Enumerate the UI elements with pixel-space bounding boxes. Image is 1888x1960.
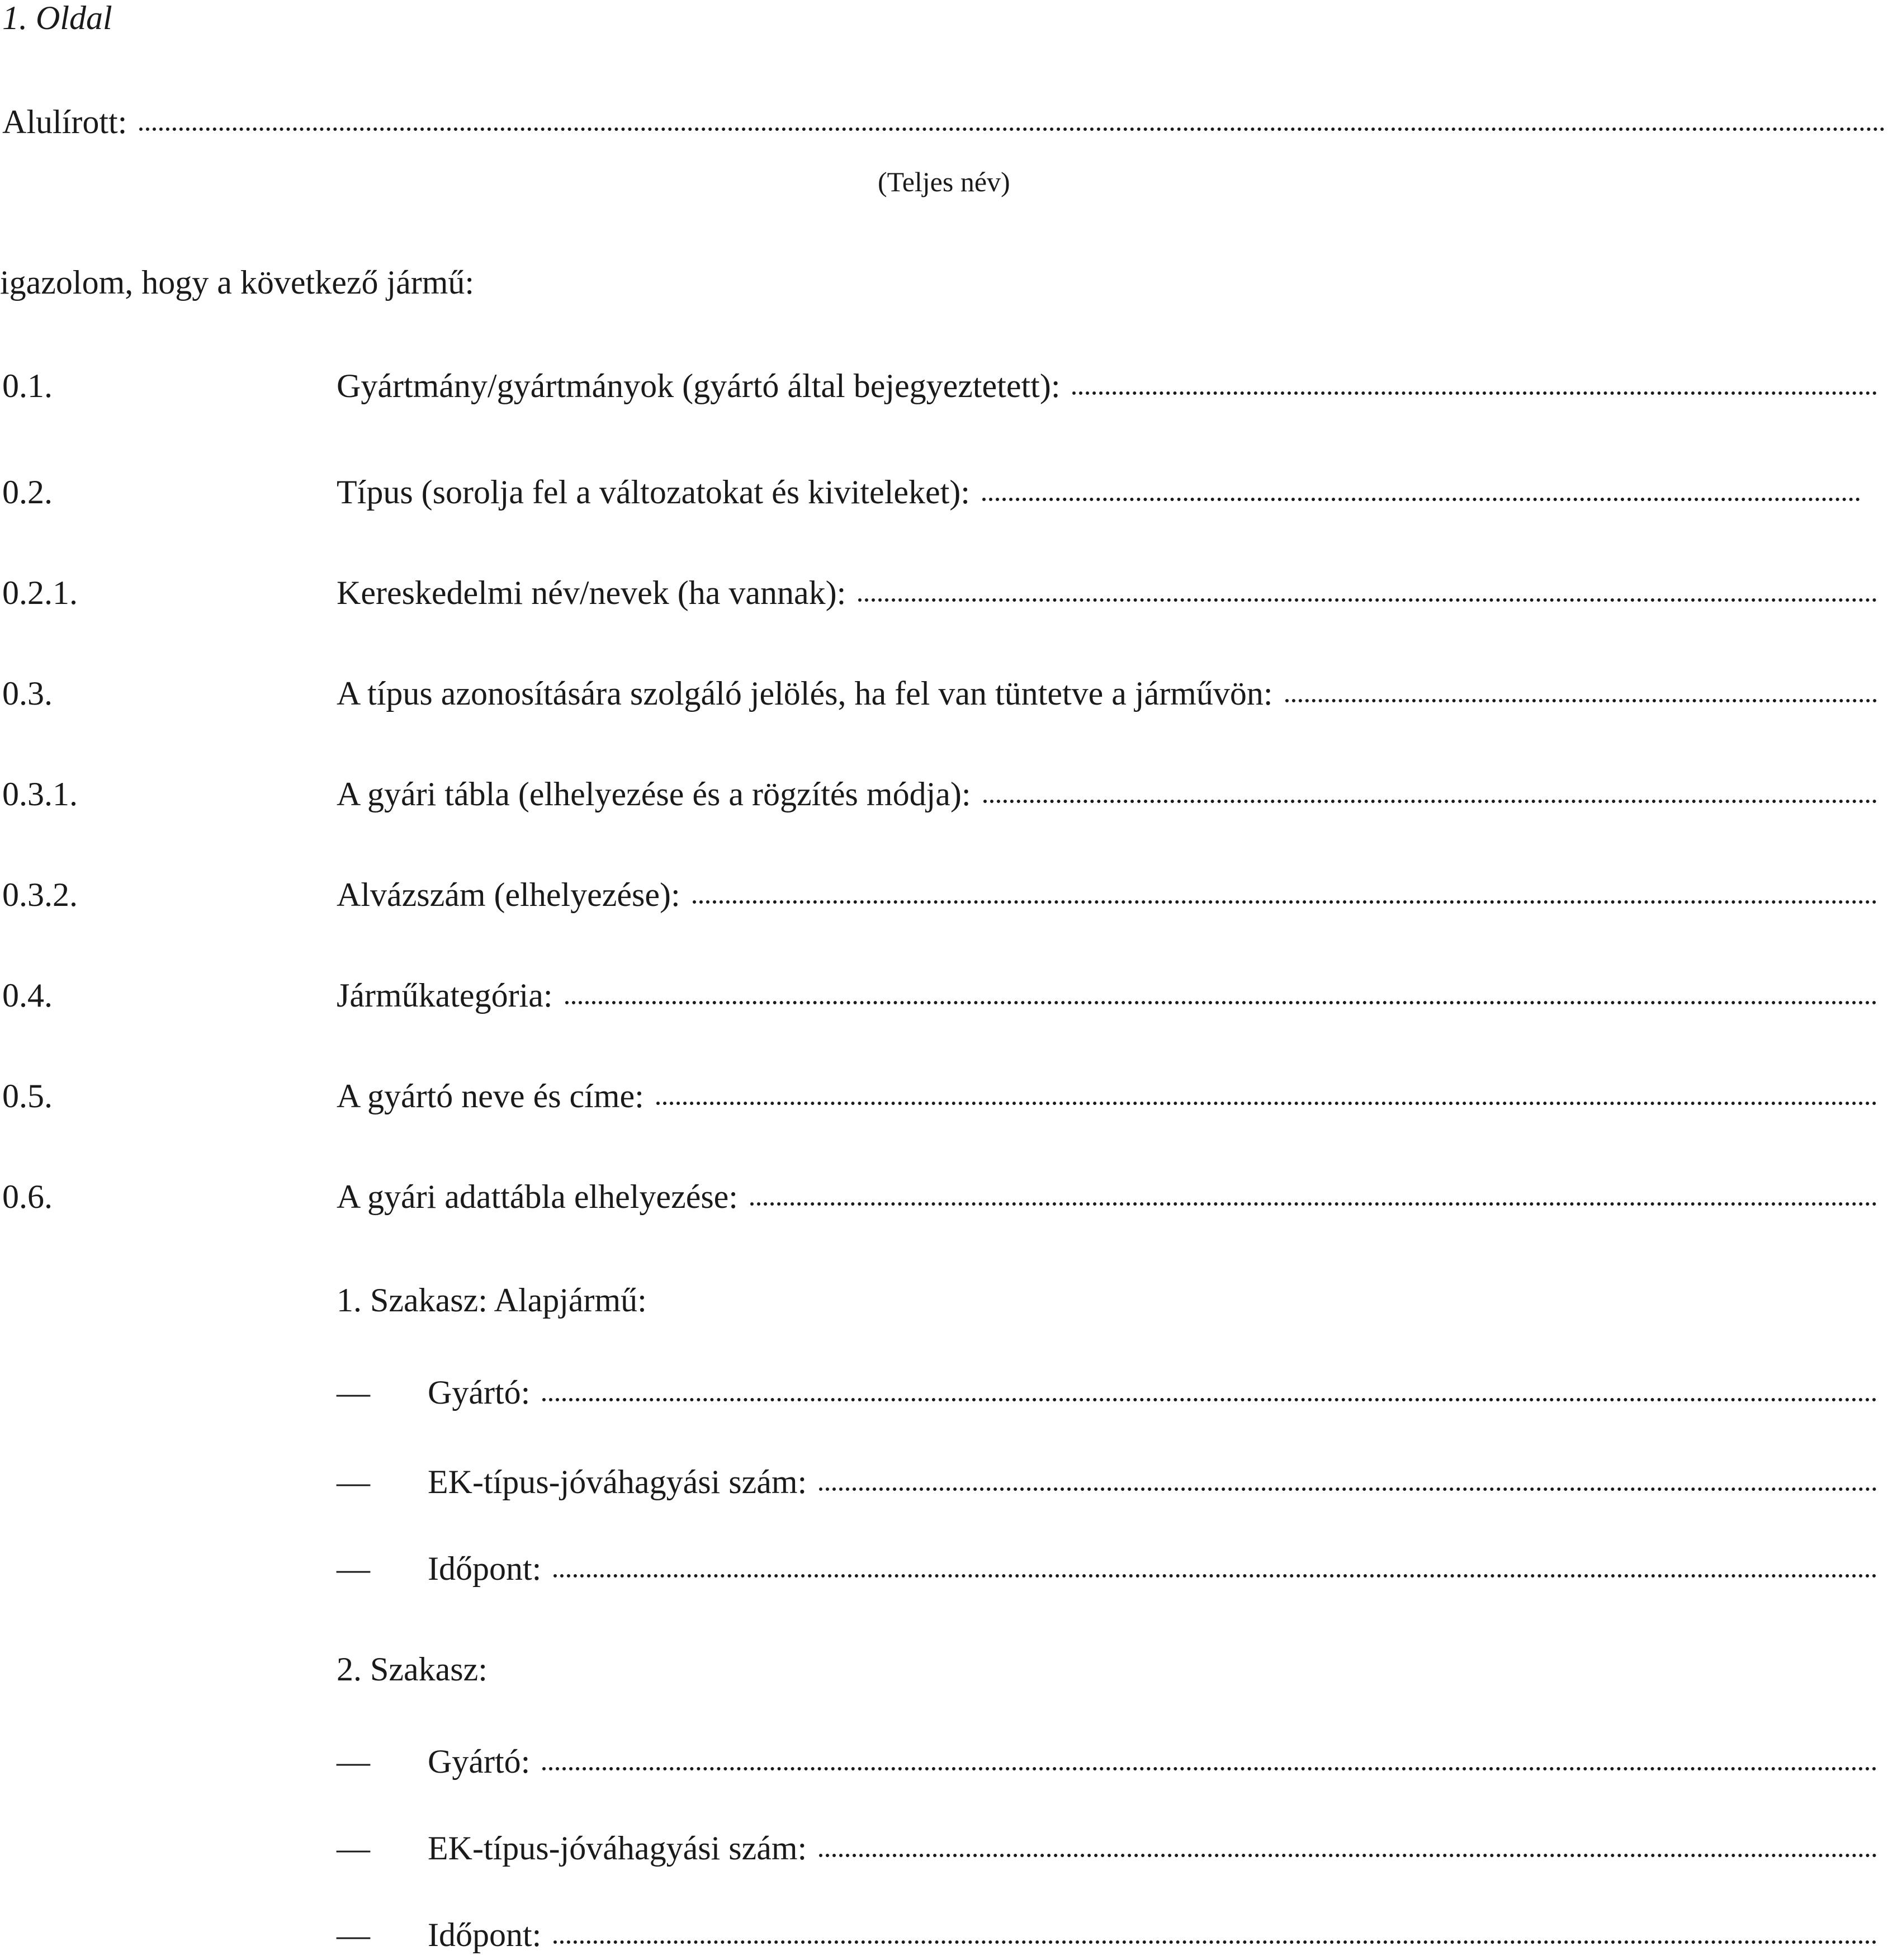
item-label: A gyári tábla (elhelyezése és a rögzítés módja):: [337, 776, 971, 813]
undersigned-label: Alulírott:: [2, 103, 127, 140]
stage2-manufacturer-row: [428, 1745, 1877, 1778]
undersigned-name-field[interactable]: [139, 127, 1885, 131]
item-plate-row: [337, 777, 1877, 811]
item-type-field[interactable]: [982, 498, 1860, 501]
dash-bullet: —: [337, 1743, 370, 1780]
stage2-manufacturer-field[interactable]: [542, 1767, 1877, 1770]
item-data-plate-row: [337, 1180, 1877, 1213]
item-label: Alvázszám (elhelyezése):: [337, 876, 680, 913]
item-type-marking-field[interactable]: [1285, 699, 1877, 702]
item-label: A típus azonosítására szolgáló jelölés, ha fel van tüntetve a járművön:: [337, 675, 1273, 712]
stage1-approval-field[interactable]: [819, 1487, 1877, 1491]
dash-bullet: —: [337, 1916, 370, 1953]
item-category-row: [337, 979, 1877, 1012]
entry-label: EK-típus-jóváhagyási szám:: [428, 1830, 807, 1867]
intro-text: igazolom, hogy a következő jármű:: [0, 264, 475, 301]
stage1-approval-row: [428, 1465, 1877, 1499]
stage1-heading: 1. Szakasz: Alapjármű:: [337, 1282, 647, 1319]
stage2-date-field[interactable]: [553, 1940, 1877, 1944]
item-commercial-name-field[interactable]: [858, 598, 1877, 602]
item-type-marking-row: [337, 677, 1877, 710]
item-number: 0.5.: [2, 1078, 53, 1114]
item-label: Kereskedelmi név/nevek (ha vannak):: [337, 574, 846, 611]
dash-bullet: —: [337, 1830, 370, 1867]
item-label: A gyártó neve és címe:: [337, 1078, 644, 1114]
entry-label: EK-típus-jóváhagyási szám:: [428, 1463, 807, 1500]
item-number: 0.6.: [2, 1178, 53, 1215]
item-label: Járműkategória:: [337, 977, 553, 1014]
stage2-approval-row: [428, 1831, 1877, 1865]
item-data-plate-field[interactable]: [750, 1202, 1877, 1206]
stage2-approval-field[interactable]: [819, 1854, 1877, 1857]
item-commercial-name-row: [337, 576, 1877, 610]
item-number: 0.3.: [2, 675, 53, 712]
dash-bullet: —: [337, 1463, 370, 1500]
item-chassis-field[interactable]: [693, 900, 1877, 904]
entry-label: Gyártó:: [428, 1374, 531, 1411]
item-number: 0.2.1.: [2, 574, 78, 611]
item-manufacturer-field[interactable]: [656, 1102, 1877, 1105]
item-type-row: [337, 475, 1860, 509]
dash-bullet: —: [337, 1550, 370, 1587]
stage2-date-row: [428, 1918, 1877, 1952]
full-name-caption: (Teljes név): [878, 166, 1010, 197]
page-heading: 1. Oldal: [2, 0, 112, 36]
item-chassis-row: [337, 878, 1877, 911]
stage1-date-field[interactable]: [553, 1574, 1877, 1578]
item-label: A gyári adattábla elhelyezése:: [337, 1178, 738, 1215]
entry-label: Időpont:: [428, 1550, 542, 1587]
item-number: 0.3.1.: [2, 776, 78, 813]
item-number: 0.1.: [2, 367, 53, 404]
item-number: 0.3.2.: [2, 876, 78, 913]
stage1-date-row: [428, 1552, 1877, 1585]
item-number: 0.4.: [2, 977, 53, 1014]
stage2-heading: 2. Szakasz:: [337, 1651, 488, 1688]
item-label: Gyártmány/gyártmányok (gyártó által bejegyeztetett):: [337, 367, 1061, 404]
stage1-manufacturer-row: [428, 1376, 1877, 1409]
item-plate-field[interactable]: [983, 800, 1877, 803]
entry-label: Gyártó:: [428, 1743, 531, 1780]
stage1-manufacturer-field[interactable]: [542, 1398, 1877, 1401]
dash-bullet: —: [337, 1374, 370, 1411]
item-category-field[interactable]: [565, 1001, 1877, 1004]
item-make-row: [337, 369, 1877, 403]
item-make-field[interactable]: [1072, 391, 1877, 395]
item-label: Típus (sorolja fel a változatokat és kiviteleket):: [337, 474, 970, 511]
item-number: 0.2.: [2, 474, 53, 511]
entry-label: Időpont:: [428, 1916, 542, 1953]
item-manufacturer-row: [337, 1079, 1877, 1113]
undersigned-row: [2, 105, 1885, 139]
